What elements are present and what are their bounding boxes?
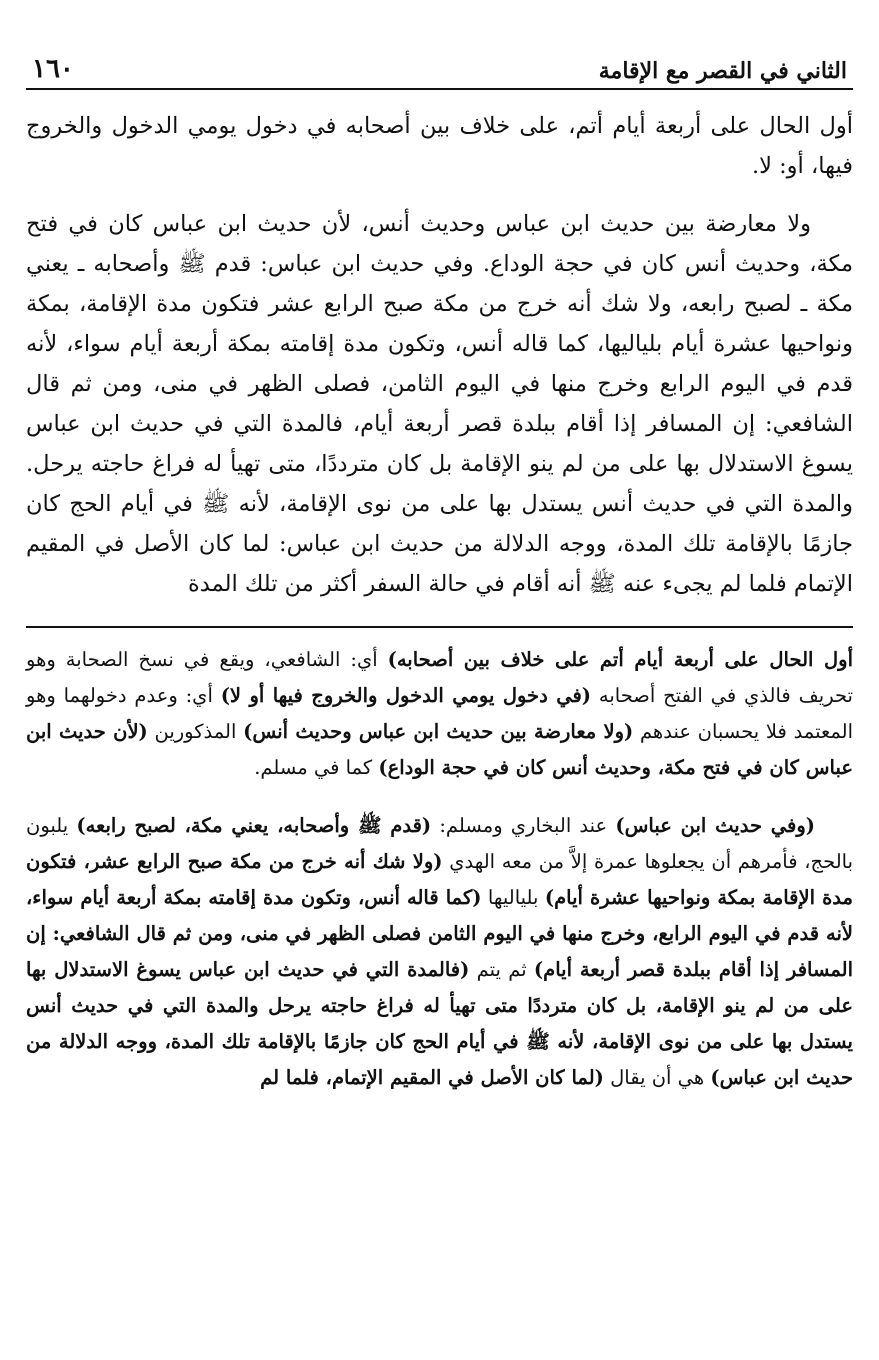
- book-page: [26, 40, 853, 1096]
- quoted-text: (ولا معارضة بين حديث ابن عباس وحديث أنس): [243, 720, 634, 743]
- explanation-text: ثم يتم: [469, 958, 534, 981]
- explanation-text: أول الحال على أربعة أيام أتم، على خلاف بين أصحابه في دخول يومي الدخول والخروج فيها، أو: لا.: [26, 113, 853, 179]
- quoted-text: (وفي حديث ابن عباس): [615, 814, 815, 837]
- explanation-text: بلياليها: [481, 886, 545, 909]
- quoted-text: (في دخول يومي الدخول والخروج فيها أو لا): [220, 684, 592, 707]
- explanation-text: المذكورين: [147, 720, 244, 743]
- commentary-paragraph: [26, 642, 853, 786]
- quoted-text: (قدم ﷺ وأصحابه، يعني مكة، لصبح رابعه): [76, 814, 432, 837]
- commentary-text: [26, 642, 853, 1096]
- running-title: الثاني في القصر مع الإقامة: [598, 58, 847, 84]
- explanation-text: ولا معارضة بين حديث ابن عباس وحديث أنس، لأن حديث ابن عباس كان في فتح مكة، وحديث أنس كان في حجة الوداع. وفي حديث ابن عباس: قدم ﷺ وأصحابه ـ يعني مكة ـ لصبح رابعه، ولا شك أنه خرج من مكة صبح الرابع عشر فتكون مدة الإقامة، بمكة ونواحيها عشرة أيام بلياليها، كما قاله أنس، وتكون مدة إقامته بمكة أربعة أيام سواء، لأنه قدم في اليوم الرابع وخرج منها في اليوم الثامن، فصلى الظهر في منى، ومن ثم قال الشافعي: إن المسافر إذا أقام ببلدة قصر أربعة أيام، فالمدة التي في حديث ابن عباس يسوغ الاستدلال بها على من لم ينو الإقامة بل كان مترددًا، متى تهيأ له فراغ حاجته يرحل. والمدة التي في حديث أنس يستدل بها على من نوى الإقامة، لأنه ﷺ في أيام الحج كان جازمًا بالإقامة تلك المدة، ووجه الدلالة من حديث ابن عباس: لما كان الأصل في المقيم الإتمام فلما لم يجىء عنه ﷺ أنه أقام في حالة السفر أكثر من تلك المدة: [26, 211, 853, 597]
- quoted-text: (ولا شك أنه خرج من مكة صبح الرابع عشر، فتكون مدة الإقامة بمكة ونواحيها عشرة أيام): [26, 850, 853, 909]
- quoted-text: أول الحال على أربعة أيام أتم على خلاف بين أصحابه): [387, 648, 853, 671]
- quoted-text: (لأن حديث ابن عباس كان في فتح مكة، وحديث أنس كان في حجة الوداع): [26, 720, 853, 779]
- quoted-text: (كما قاله أنس، وتكون مدة إقامته بمكة أربعة أيام سواء، لأنه قدم في اليوم الرابع، وخرج منها في اليوم الثامن فصلى الظهر في منى، ومن ثم قال الشافعي: إن المسافر إذا أقام ببلدة قصر أربعة أيام): [26, 886, 853, 981]
- explanation-text: هي أن يقال: [603, 1066, 711, 1089]
- commentary-paragraph: [26, 808, 853, 1096]
- explanation-text: أي: الشافعي، ويقع في نسخ الصحابة وهو تحريف فالذي في الفتح أصحابه: [26, 648, 853, 707]
- main-paragraph: [26, 106, 853, 186]
- explanation-text: كما في مسلم.: [254, 756, 379, 779]
- main-paragraph: [26, 204, 853, 604]
- page-header: [26, 40, 853, 90]
- footnote-divider: [26, 626, 853, 628]
- quoted-text: (فالمدة التي في حديث ابن عباس يسوغ الاستدلال بها على من لم ينو الإقامة، بل كان مترددًا متى تهيأ له فراغ حاجته يرحل والمدة التي في حديث أنس يستدل بها على من نوى الإقامة، لأنه ﷺ في أيام الحج كان جازمًا بالإقامة تلك المدة، ووجه الدلالة من حديث ابن عباس): [26, 958, 853, 1089]
- quoted-text: (لما كان الأصل في المقيم الإتمام، فلما لم: [260, 1066, 604, 1089]
- explanation-text: أي: وعدم دخولهما وهو المعتمد فلا يحسبان عندهم: [26, 684, 853, 743]
- explanation-text: يلبون بالحج، فأمرهم أن يجعلوها عمرة إلاَّ من معه الهدي: [26, 814, 854, 873]
- explanation-text: عند البخاري ومسلم:: [431, 814, 616, 837]
- main-text: [26, 106, 853, 604]
- page-number: ١٦٠: [32, 54, 74, 84]
